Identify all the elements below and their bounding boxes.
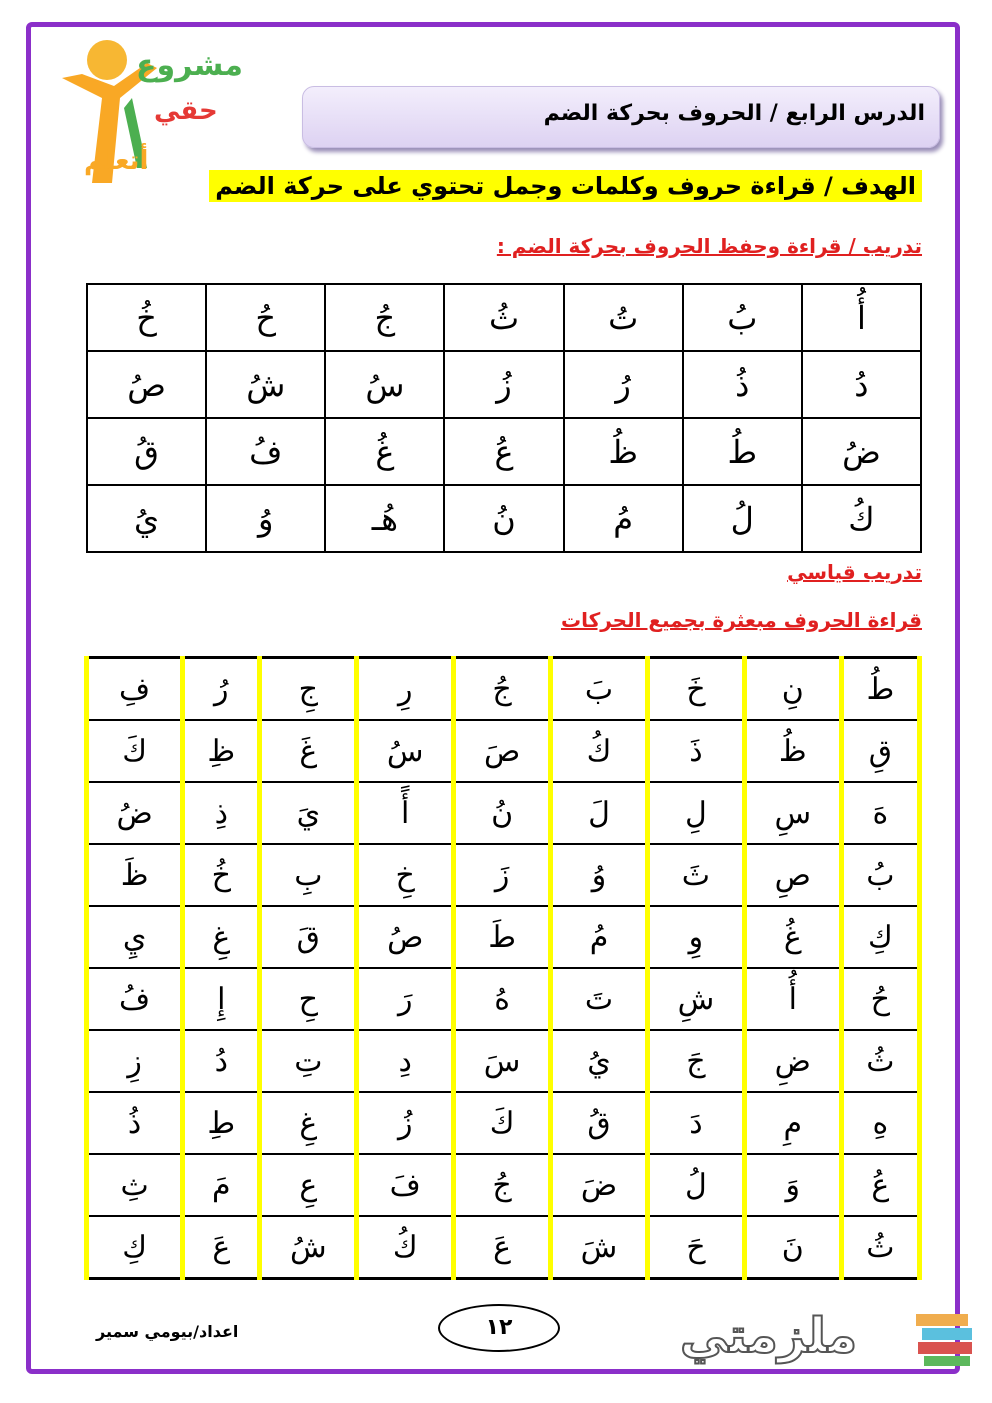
letter-cell: ذُ bbox=[87, 1092, 183, 1154]
letter-cell: طَ bbox=[454, 906, 551, 968]
letter-cell: بِ bbox=[260, 844, 357, 906]
section-standard-drill: تدريب قياسي bbox=[787, 560, 922, 584]
letter-cell: غُ bbox=[325, 418, 444, 485]
letter-cell: بُ bbox=[683, 284, 802, 351]
letter-cell: حَ bbox=[647, 1216, 744, 1279]
letter-cell: غَ bbox=[260, 720, 357, 782]
letter-cell: ذِ bbox=[183, 782, 260, 844]
letter-cell: فُ bbox=[87, 968, 183, 1030]
letter-cell: تِ bbox=[260, 1030, 357, 1092]
page-number: ١٢ bbox=[438, 1304, 560, 1352]
letter-cell: ظَ bbox=[87, 844, 183, 906]
table1-row bbox=[87, 351, 921, 418]
letter-cell: شِ bbox=[647, 968, 744, 1030]
letter-cell: نُ bbox=[444, 485, 563, 552]
letter-cell: نِ bbox=[744, 658, 841, 721]
table2-row bbox=[87, 844, 920, 906]
letter-cell: ذُ bbox=[683, 351, 802, 418]
letter-cell: جُ bbox=[454, 1154, 551, 1216]
table1-row bbox=[87, 418, 921, 485]
letter-cell: جُ bbox=[454, 658, 551, 721]
letter-cell: ثُ bbox=[444, 284, 563, 351]
letter-cell: نُ bbox=[454, 782, 551, 844]
site-watermark bbox=[680, 1298, 980, 1378]
letter-cell: ذَ bbox=[647, 720, 744, 782]
letter-cell: كُ bbox=[357, 1216, 454, 1279]
letter-cell: دَ bbox=[647, 1092, 744, 1154]
table2-row bbox=[87, 658, 920, 721]
table2-row bbox=[87, 1216, 920, 1279]
letter-cell: تُ bbox=[564, 284, 683, 351]
letter-cell: يِ bbox=[87, 906, 183, 968]
table2-row bbox=[87, 1092, 920, 1154]
letter-cell: قُ bbox=[87, 418, 206, 485]
table2-row bbox=[87, 1030, 920, 1092]
letter-cell: ضُ bbox=[802, 418, 921, 485]
letter-cell: صُ bbox=[357, 906, 454, 968]
damma-letters-table bbox=[86, 283, 922, 553]
table2-row bbox=[87, 968, 920, 1030]
letter-cell: يَ bbox=[260, 782, 357, 844]
table2-row bbox=[87, 906, 920, 968]
letter-cell: شَ bbox=[551, 1216, 648, 1279]
letter-cell: خُ bbox=[87, 284, 206, 351]
author-credit: اعداد/بيومي سمير bbox=[96, 1322, 239, 1341]
letter-cell: نَ bbox=[744, 1216, 841, 1279]
letter-cell: زُ bbox=[444, 351, 563, 418]
letter-cell: وَ bbox=[744, 1154, 841, 1216]
letter-cell: سُ bbox=[357, 720, 454, 782]
letter-cell: فَ bbox=[357, 1154, 454, 1216]
letter-cell: دِ bbox=[357, 1030, 454, 1092]
letter-cell: حُ bbox=[841, 968, 919, 1030]
letter-cell: صَ bbox=[454, 720, 551, 782]
letter-cell: فُ bbox=[206, 418, 325, 485]
letter-cell: كُ bbox=[551, 720, 648, 782]
letter-cell: ثِ bbox=[87, 1154, 183, 1216]
project-logo bbox=[44, 38, 243, 198]
letter-cell: وُ bbox=[206, 485, 325, 552]
watermark-text: ملزمتي bbox=[680, 1308, 858, 1364]
letter-cell: قِ bbox=[841, 720, 919, 782]
letter-cell: عُ bbox=[444, 418, 563, 485]
letter-cell: غِ bbox=[183, 906, 260, 968]
letter-cell: كَ bbox=[454, 1092, 551, 1154]
letter-cell: صِ bbox=[744, 844, 841, 906]
letter-cell: رُ bbox=[564, 351, 683, 418]
letter-cell: خُ bbox=[183, 844, 260, 906]
lesson-goal: الهدف / قراءة حروف وكلمات وجمل تحتوي على حركة الضم bbox=[209, 170, 922, 202]
letter-cell: رُ bbox=[183, 658, 260, 721]
letter-cell: بَ bbox=[551, 658, 648, 721]
letter-cell: مِ bbox=[744, 1092, 841, 1154]
letter-cell: ثُ bbox=[841, 1216, 919, 1279]
letter-cell: تَ bbox=[551, 968, 648, 1030]
letter-cell: غُ bbox=[744, 906, 841, 968]
letter-cell: زِ bbox=[87, 1030, 183, 1092]
letter-cell: خِ bbox=[357, 844, 454, 906]
letter-cell: ظُ bbox=[564, 418, 683, 485]
letter-cell: طُ bbox=[841, 658, 919, 721]
table1-row bbox=[87, 284, 921, 351]
letter-cell: حُ bbox=[206, 284, 325, 351]
letter-cell: يُ bbox=[551, 1030, 648, 1092]
letter-cell: شُ bbox=[206, 351, 325, 418]
logo-line-2: حقي bbox=[154, 96, 218, 126]
letter-cell: سِ bbox=[744, 782, 841, 844]
letter-cell: طُ bbox=[683, 418, 802, 485]
table2-row bbox=[87, 782, 920, 844]
letter-cell: فِ bbox=[87, 658, 183, 721]
table2-row bbox=[87, 1154, 920, 1216]
lesson-title-box bbox=[302, 86, 940, 148]
letter-cell: كِ bbox=[841, 906, 919, 968]
letter-cell: كُ bbox=[802, 485, 921, 552]
letter-cell: قَ bbox=[260, 906, 357, 968]
books-icon bbox=[912, 1298, 978, 1368]
letter-cell: عِ bbox=[260, 1154, 357, 1216]
letter-cell: عَ bbox=[454, 1216, 551, 1279]
letter-cell: عُ bbox=[841, 1154, 919, 1216]
table1-row bbox=[87, 485, 921, 552]
letter-cell: مَ bbox=[183, 1154, 260, 1216]
section-scattered-letters: قراءة الحروف مبعثرة بجميع الحركات bbox=[560, 608, 922, 632]
letter-cell: صُ bbox=[87, 351, 206, 418]
letter-cell: وُ bbox=[551, 844, 648, 906]
logo-line-1: مشروع bbox=[136, 48, 243, 83]
letter-cell: جَ bbox=[647, 1030, 744, 1092]
letter-cell: ثُ bbox=[841, 1030, 919, 1092]
letter-cell: سُ bbox=[325, 351, 444, 418]
letter-cell: هَ bbox=[841, 782, 919, 844]
letter-cell: لَ bbox=[551, 782, 648, 844]
letter-cell: ضِ bbox=[744, 1030, 841, 1092]
letter-cell: بُ bbox=[841, 844, 919, 906]
letter-cell: هُـ bbox=[325, 485, 444, 552]
table2-row bbox=[87, 720, 920, 782]
letter-cell: مُ bbox=[551, 906, 648, 968]
letter-cell: ظِ bbox=[183, 720, 260, 782]
letter-cell: طِ bbox=[183, 1092, 260, 1154]
letter-cell: أُ bbox=[802, 284, 921, 351]
letter-cell: سَ bbox=[454, 1030, 551, 1092]
letter-cell: دُ bbox=[183, 1030, 260, 1092]
letter-cell: يُ bbox=[87, 485, 206, 552]
letter-cell: جُ bbox=[325, 284, 444, 351]
letter-cell: هِ bbox=[841, 1092, 919, 1154]
letter-cell: ثَ bbox=[647, 844, 744, 906]
letter-cell: لُ bbox=[647, 1154, 744, 1216]
section-drill-heading: تدريب / قراءة وحفظ الحروف بحركة الضم : bbox=[496, 234, 922, 258]
letter-cell: هُ bbox=[454, 968, 551, 1030]
letter-cell: مُ bbox=[564, 485, 683, 552]
letter-cell: لُ bbox=[683, 485, 802, 552]
letter-cell: حِ bbox=[260, 968, 357, 1030]
letter-cell: زَ bbox=[454, 844, 551, 906]
letter-cell: ضَ bbox=[551, 1154, 648, 1216]
letter-cell: أُ bbox=[744, 968, 841, 1030]
letter-cell: عَ bbox=[183, 1216, 260, 1279]
letter-cell: وِ bbox=[647, 906, 744, 968]
letter-cell: أً bbox=[357, 782, 454, 844]
letter-cell: خَ bbox=[647, 658, 744, 721]
letter-cell: كَ bbox=[87, 720, 183, 782]
letter-cell: ضُ bbox=[87, 782, 183, 844]
letter-cell: غِ bbox=[260, 1092, 357, 1154]
letter-cell: إِ bbox=[183, 968, 260, 1030]
letter-cell: قُ bbox=[551, 1092, 648, 1154]
letter-cell: دُ bbox=[802, 351, 921, 418]
logo-line-3: أتعلم bbox=[84, 146, 149, 176]
letter-cell: زُ bbox=[357, 1092, 454, 1154]
letter-cell: كِ bbox=[87, 1216, 183, 1279]
lesson-title: الدرس الرابع / الحروف بحركة الضم bbox=[543, 101, 925, 126]
letter-cell: رِ bbox=[357, 658, 454, 721]
letter-cell: ظُ bbox=[744, 720, 841, 782]
letter-cell: جِ bbox=[260, 658, 357, 721]
letter-cell: لِ bbox=[647, 782, 744, 844]
scattered-letters-table bbox=[84, 656, 922, 1280]
letter-cell: شُ bbox=[260, 1216, 357, 1279]
letter-cell: رَ bbox=[357, 968, 454, 1030]
